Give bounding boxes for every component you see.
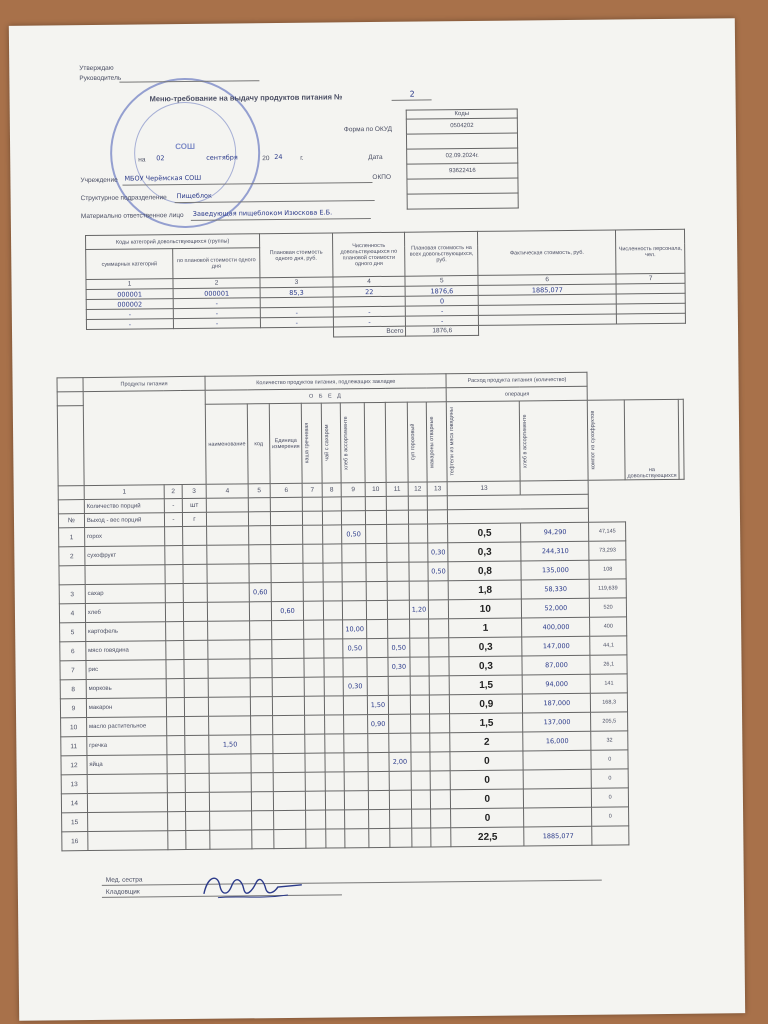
codes-box [406, 109, 519, 210]
col-groups-label: Коды категорий довольствующихся (группы) [86, 234, 260, 250]
consumption-price [524, 788, 592, 808]
consumption-qty: 0,3 [449, 656, 522, 676]
page-title: Меню-требование на выдачу продуктов питания № [149, 92, 343, 104]
qty-cell: 0,30 [343, 677, 367, 696]
row-number: 4 [59, 604, 85, 623]
consumption-qty: 0,9 [450, 694, 523, 714]
qty-cell: 0,50 [343, 639, 367, 658]
products-label: Продукты питания [83, 376, 205, 391]
qty-cell: 10,00 [343, 620, 367, 639]
consumption-qty: 0,8 [448, 561, 521, 581]
consumption-price: 244,310 [521, 541, 589, 561]
title-number: 2 [409, 89, 415, 99]
row-number: 10 [61, 718, 87, 737]
side-total: 400 [590, 617, 627, 636]
qty-cell: 0,50 [388, 638, 410, 657]
total-label: Всего [333, 326, 406, 337]
dish-name: каша гречневая [304, 422, 311, 464]
side-total: 141 [591, 674, 628, 693]
product-name: сухофрукт [85, 546, 166, 566]
consumption-qty: 2 [450, 732, 523, 752]
product-name: масло растительное [86, 717, 167, 737]
qty-cell: 0,50 [342, 525, 366, 544]
col-by-plan: по плановой стоимости одного дня [173, 248, 260, 279]
row-number: 7 [60, 661, 86, 680]
product-name: горох [84, 527, 165, 547]
dish-name: чай с сахаром [323, 424, 331, 462]
qty-cell: 2,00 [389, 752, 411, 771]
col-num: 9 [341, 483, 365, 497]
qty-cell: 0,60 [249, 583, 271, 602]
date-year: 24 [274, 152, 283, 162]
cost-cell: - [333, 306, 406, 317]
col-fact: Фактическая стоимость, руб. [478, 230, 617, 275]
dish-name: макароны отварные [429, 416, 436, 468]
responsible-label: Материально ответственное лицо [80, 212, 184, 221]
cost-col-num: 4 [333, 276, 406, 287]
unit-col-header: Единица измерения [269, 403, 302, 483]
col-num: 7 [302, 483, 322, 497]
col-count: Численность довольствующихся по плановой стоимости одного дня [332, 232, 405, 277]
dish-col-header [588, 400, 625, 480]
product-name [85, 565, 166, 585]
cost-cell: - [260, 307, 333, 318]
consumption-qty: 1,5 [449, 675, 522, 695]
consumption-price [523, 750, 591, 770]
division-label: Структурное подразделение [80, 194, 167, 203]
institution-label: Учреждение [80, 176, 118, 185]
cost-cell: 0 [406, 295, 479, 306]
cost-table [85, 229, 686, 340]
cost-cell: 1885,077 [478, 284, 616, 295]
cost-cell: - [173, 298, 260, 309]
consumption-price [524, 807, 592, 827]
consumption-qty: 0 [451, 808, 524, 828]
row-number [59, 566, 85, 585]
yield-unit: г [182, 512, 207, 526]
side-total: 0 [591, 750, 628, 769]
side-total: 520 [590, 598, 627, 617]
consumption-price: 94,290 [521, 522, 589, 542]
cost-cell: - [333, 316, 406, 327]
row-number: 9 [60, 699, 86, 718]
side-total: 0 [592, 807, 629, 826]
dish-col-header [302, 403, 322, 483]
qty-cell: 1,20 [409, 600, 429, 619]
qty-cell: 0,30 [388, 657, 410, 676]
side-total: 119,639 [590, 579, 627, 598]
col-num: 10 [365, 482, 387, 496]
cost-cell: - [406, 305, 479, 316]
qty-cell: 0,30 [428, 543, 448, 562]
cost-cell: 22 [333, 286, 406, 297]
product-name: морковь [86, 679, 167, 699]
col-num: 1 [84, 485, 165, 500]
okpo-label: ОКПО [372, 173, 392, 182]
qty-cell: 0,90 [367, 714, 389, 733]
consumption-qty: 0,5 [448, 523, 521, 543]
row-number: 14 [61, 794, 87, 813]
side-total: 205,5 [591, 712, 628, 731]
product-name: картофель [85, 622, 166, 642]
date-suffix: г. [300, 154, 304, 162]
consumption-price: 52,000 [522, 598, 590, 618]
document-page [9, 18, 745, 1021]
col-plan-total: Плановая стоимость на всех довольствующихся, руб. [405, 231, 478, 276]
storekeeper-label: Кладовщик [105, 888, 140, 896]
col-num: 5 [248, 484, 270, 498]
consumption-qty: 1,5 [450, 713, 523, 733]
product-name [87, 812, 168, 832]
consumption-qty: 1,8 [449, 580, 522, 600]
cost-col-num: 5 [405, 275, 478, 286]
consumption-qty: 0,3 [449, 637, 522, 657]
side-total: 26,1 [590, 655, 627, 674]
consumption-qty: 0 [450, 751, 523, 771]
cost-col-num: 3 [260, 277, 333, 288]
consumption-price: 87,000 [522, 655, 590, 675]
products-table: Продукты питания Количество продуктов питания, подлежащих закладке Расход продукта питания (количество) О Б Е Д операция наименование код Единица измерения каша гречневая чай с сахаром хлеб в ассортименте суп гороховый макароны отварные тефтели из мяса говядины хлеб в ассортименте компот из сухофруктов на довольствующихся 1 2 3 4 5 6 7 8 9 10 11 12 13 13 Количество порций - шт № Выход - вес порций - г 1 горох 0,50 0,5 94,290 47,145 2 сухофрукт 0,30 0,3 244,310 73,293 0,50 0,8 135,000 108 3 сахар 0,60 1,8 58,330 119,639 4 хлеб 0,60 1,20 10 52,000 520 5 картофель 10,00 1 400,000 400 6 мясо говядина 0,50 0,50 0,3 147,000 44,1 7 рис 0,30 0,3 87,000 26,1 8 морковь 0,30 1,5 94,000 141 9 макарон 1,50 0,9 187,000 168,3 10 масло растительное 0,90 1,5 137,000 205,5 11 гречка 1,50 2 16,000 32 12 яйца 2,00 0 0 13 0 0 14 0 0 15 0 0 16 22,5 1885,077 [56, 371, 693, 852]
col-num: 8 [322, 483, 342, 497]
col-plan-cost: Плановая стоимость одного дня, руб. [260, 233, 333, 278]
lunch-label: О Б Е Д [205, 388, 446, 405]
qty-cell: 1,50 [367, 695, 389, 714]
consumption-qty: 10 [449, 599, 522, 619]
yield-label: Выход - вес порций [84, 513, 165, 528]
row-number: 2 [59, 547, 85, 566]
product-name: мясо говядина [86, 641, 167, 661]
cost-cell: - [173, 308, 260, 319]
product-name [88, 831, 169, 851]
cost-col-num: 2 [173, 278, 260, 289]
product-name: яйца [87, 755, 168, 775]
nurse-label: Мед. сестра [105, 876, 143, 884]
cost-cell: - [173, 318, 260, 329]
institution-value: МБОУ Черёмская СОШ [124, 173, 202, 183]
side-total: 0 [592, 769, 629, 788]
okpo-value: 93622416 [407, 163, 518, 179]
consumption-price: 135,000 [521, 560, 589, 580]
cost-cell: 1876,6 [405, 285, 478, 296]
cost-cell: - [86, 319, 173, 330]
operation-label: операция [446, 386, 587, 401]
side-total: 108 [589, 560, 626, 579]
per-person-header: на довольствующихся [624, 399, 679, 480]
dish-col-header [385, 402, 407, 482]
col-num: 12 [408, 482, 428, 496]
consumption-price: 94,000 [523, 674, 591, 694]
col-num: 3 [182, 484, 207, 498]
side-total: 168,3 [591, 693, 628, 712]
signature [198, 865, 308, 906]
cost-col-num: 7 [616, 273, 685, 284]
col-summary: суммарных категорий [86, 249, 173, 280]
col-num: 6 [270, 483, 303, 497]
consumption-price [524, 769, 592, 789]
cost-cell: 000001 [86, 289, 173, 300]
qty-label: Количество продуктов питания, подлежащих закладке [205, 374, 446, 391]
product-name [87, 774, 168, 794]
portions-unit: шт [182, 498, 207, 512]
consumption-price: 1885,077 [524, 826, 592, 846]
cost-cell: 000001 [173, 288, 260, 299]
date-month: сентября [206, 153, 238, 162]
dish-col-header [407, 402, 428, 482]
cost-cell: 85,3 [260, 287, 333, 298]
product-name: рис [86, 660, 167, 680]
row-number: 12 [61, 756, 87, 775]
codes-label: Коды [406, 109, 517, 119]
dish-col-header [321, 403, 341, 483]
side-total: 73,293 [589, 541, 626, 560]
qty-cell: 1,50 [209, 735, 251, 754]
okud-label: Форма по ОКУД [343, 125, 393, 134]
side-total: 0 [592, 788, 629, 807]
dish-col-header [447, 401, 521, 482]
consumption-price: 187,000 [523, 693, 591, 713]
consumption-qty: 1 [449, 618, 522, 638]
col-staff: Численность персонала, чел. [616, 229, 685, 274]
product-name [87, 793, 168, 813]
consumption-label: Расход продукта питания (количество) [446, 372, 587, 387]
col-num: 13 [447, 481, 520, 496]
dish-name: тефтели из мяса говядины [449, 407, 456, 476]
consumption-qty: 22,5 [451, 827, 524, 847]
side-total: 44,1 [590, 636, 627, 655]
dish-name: компот из сухофруктов [590, 410, 597, 470]
row-number: 1 [59, 528, 85, 547]
okud-value: 0504202 [406, 118, 517, 134]
row-number: 11 [61, 737, 87, 756]
code-col-header: код [248, 404, 270, 484]
row-number: 3 [59, 585, 85, 604]
dish-col-header [364, 402, 386, 482]
col-num: 2 [164, 485, 181, 499]
consumption-qty: 0 [450, 770, 523, 790]
name-col-header: наименование [205, 404, 248, 484]
side-total [592, 826, 629, 845]
consumption-price: 147,000 [522, 636, 590, 656]
cost-col-num: 6 [478, 274, 616, 285]
approve-label: Утверждаю [79, 64, 114, 73]
col-num: 11 [386, 482, 408, 496]
stamp-text: СОШ [175, 141, 196, 152]
total-value: 1876,6 [406, 325, 479, 336]
num-label: № [58, 514, 84, 528]
consumption-price: 137,000 [523, 712, 591, 732]
dish-name: суп гороховый [409, 423, 416, 461]
dish-col-header [340, 403, 364, 483]
col-num: 13 [428, 482, 448, 496]
dish-name: хлеб в ассортименте [522, 414, 529, 468]
cost-cell: 000002 [86, 299, 173, 310]
product-name: гречка [87, 736, 168, 756]
row-number: 6 [60, 642, 86, 661]
product-name: хлеб [85, 603, 166, 623]
row-number: 8 [60, 680, 86, 699]
consumption-qty: 0,3 [448, 542, 521, 562]
dish-col-header [520, 400, 589, 481]
date-day: 02 [156, 154, 165, 163]
side-total: 32 [591, 731, 628, 750]
date-value: 02.09.2024г. [407, 148, 518, 164]
date-label: Дата [368, 153, 383, 162]
dish-col-header [427, 402, 448, 482]
row-number: 5 [60, 623, 86, 642]
row-number: 13 [61, 775, 87, 794]
portions-label: Количество порций [84, 499, 165, 514]
consumption-price: 400,000 [522, 617, 590, 637]
row-number: 16 [62, 832, 88, 851]
product-name: макарон [86, 698, 167, 718]
consumption-price: 16,000 [523, 731, 591, 751]
cost-cell: - [86, 309, 173, 320]
qty-cell: 0,50 [428, 562, 448, 581]
cost-cell: - [260, 317, 333, 328]
date-prefix: на [138, 156, 146, 164]
product-name: сахар [85, 584, 166, 604]
side-total: 47,145 [589, 522, 626, 541]
cost-cell: - [406, 315, 479, 326]
consumption-price: 58,330 [522, 579, 590, 599]
division-value: Пищеблок [176, 191, 212, 201]
row-number: 15 [62, 813, 88, 832]
date-year-prefix: 20 [262, 155, 270, 163]
head-label: Руководитель [79, 74, 122, 83]
consumption-qty: 0 [451, 789, 524, 809]
dish-name: хлеб в ассортименте [343, 415, 350, 470]
cost-col-num: 1 [86, 279, 173, 290]
qty-cell: 0,60 [271, 601, 304, 620]
responsible-value: Заведующая пищеблоком Изюскова Е.Б. [192, 208, 333, 218]
col-num: 4 [206, 484, 248, 498]
